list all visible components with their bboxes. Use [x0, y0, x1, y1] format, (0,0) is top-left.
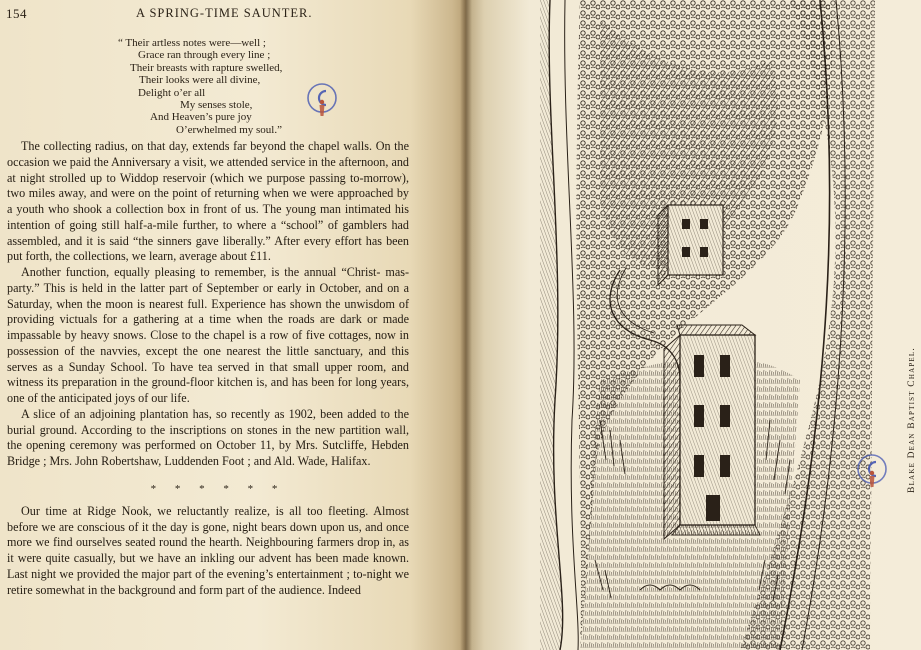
paragraph: The collecting radius, on that day, extends far beyond the chapel walls. On the occasion we paid the Anniversary a visit, we attended service in the afternoon, and at night strolled up to Widdop reservoir (which we purpose passing to-morrow), two miles away, and were on the point of returning when we were approached by a youth who shook a collection box in front of us. The young man intimated his intention of going still half-a-mile further, to where a “school” of gamblers had assembled, and it is said “the sinners gave liberally.” After every effort has been put forth, the collections, we learn, average about £11. [7, 139, 409, 264]
school-building [658, 205, 723, 285]
paragraph: Our time at Ridge Nook, we reluctantly realize, is all too fleeting. Almost before we are conscious of it the day is gone, night bears down upon us, and once more we find ourselves seated round the hearth. Neighbouring farmers drop in, as it were quite casually, but we have an inkling our advent has been made known. Last night we provided the major part of the evening’s entertainment ; to-night we retire somewhat in the background and form part of the audience. Indeed [7, 503, 409, 597]
poem-line: My senses stole, [180, 99, 253, 111]
section-separator: * * * * * * [150, 482, 286, 495]
library-stamp-icon [856, 453, 888, 491]
page-number: 154 [6, 6, 27, 21]
paragraph: Another function, equally pleasing to remember, is the annual “Christ- mas-party.” This is held in the latter part of September or early in October, and on a Saturday, when the moon is nearest full. Experience has shown the unwisdom of providing victuals for a gathering at a time when the roads are dark or made impassable by heavy snows. Close to the chapel is a row of five cottages, now in possession of the navvies, except the one nearest the little sanctuary, and this serves as a Sunday School. To have tea served in that small upper room, and witness its preparation in the ground-floor kitchen is, and has been for long years, one of the anticipated joys of our life. [7, 265, 409, 405]
chapel-engraving-illustration [540, 0, 880, 650]
illustration-caption: Blake Dean Baptist Chapel. [907, 347, 917, 493]
poem-line: Their looks were all divine, [139, 74, 261, 87]
poem-line: And Heaven’s pure joy [150, 111, 252, 124]
poem-line: Grace ran through every line ; [138, 49, 271, 62]
paragraph: A slice of an adjoining plantation has, so recently as 1902, been added to the burial ground. According to the inscriptions on stones in the new partition wall, the opening ceremony was performed on October 11, by Mrs. Sutcliffe, Hebden Bridge ; Mrs. John Robertshaw, Luddenden Foot ; and Ald. Wade, Halifax. [7, 406, 409, 468]
poem-line: O’erwhelmed my soul.” [176, 123, 282, 136]
library-stamp-icon [306, 82, 338, 120]
body-text [7, 139, 409, 598]
poem-line: “ Their artless notes were—well ; [118, 37, 266, 49]
poem-line: Their breasts with rapture swelled, [130, 61, 283, 74]
poem-line: Delight o’er all [138, 86, 206, 99]
running-title: A SPRING-TIME SAUNTER. [136, 6, 313, 20]
chapel-building [664, 325, 760, 539]
page-header [6, 6, 416, 24]
book-gutter [460, 0, 472, 650]
